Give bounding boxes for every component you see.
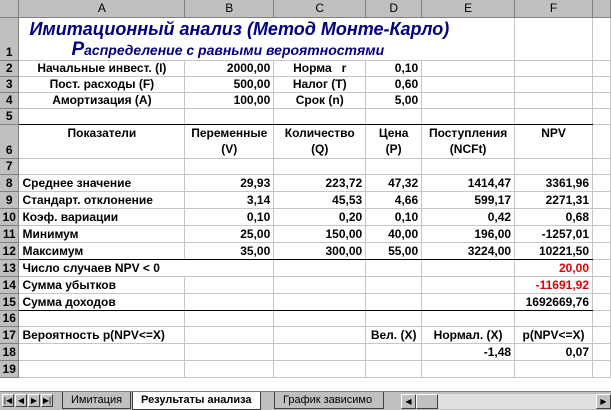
header-indicators-text: Показатели — [67, 126, 137, 140]
table-row — [0, 226, 611, 243]
cell[interactable] — [593, 192, 611, 209]
table-row — [0, 175, 611, 192]
last-sheet-icon[interactable]: ▶| — [42, 396, 52, 405]
cell[interactable] — [274, 344, 366, 361]
cell[interactable] — [19, 344, 185, 361]
cell[interactable] — [274, 109, 366, 125]
subtitle-initial: Р — [71, 39, 85, 60]
prob-label[interactable]: Вероятность p(NPV<=X) — [19, 327, 185, 344]
cell[interactable] — [515, 93, 593, 109]
header-income-line2: (NCFt) — [449, 142, 487, 156]
cell[interactable] — [185, 277, 274, 294]
header-quantity-line1: Количество — [284, 126, 355, 140]
stat-q[interactable]: 0,20 — [274, 209, 366, 226]
cell[interactable] — [593, 18, 611, 61]
prob-norm-value[interactable]: -1,48 — [422, 344, 515, 361]
cell-amort-value[interactable]: 100,00 — [185, 93, 274, 109]
cell[interactable] — [185, 311, 274, 327]
col-header-d[interactable]: D — [366, 0, 422, 18]
prob-p-value[interactable]: 0,07 — [515, 344, 593, 361]
row-header[interactable]: 19 — [0, 361, 19, 378]
stat-label[interactable]: Коэф. вариации — [19, 209, 185, 226]
stat-p[interactable]: 0,10 — [366, 209, 422, 226]
stat-p[interactable]: 55,00 — [366, 243, 422, 260]
stat-v[interactable]: 0,10 — [185, 209, 274, 226]
cell[interactable] — [274, 327, 366, 344]
header-variable-line2: (V) — [221, 142, 238, 156]
cell[interactable] — [19, 159, 185, 175]
row-header[interactable]: 1 — [0, 18, 19, 61]
cell[interactable] — [515, 361, 593, 378]
cell[interactable] — [274, 311, 366, 327]
title-cell[interactable] — [19, 18, 515, 61]
table-row — [0, 243, 611, 260]
cell-rate-label[interactable]: Норма r — [274, 61, 366, 77]
stat-ncf[interactable]: 196,00 — [422, 226, 515, 243]
horizontal-scrollbar[interactable] — [401, 394, 611, 409]
header-npv-text: NPV — [541, 126, 566, 140]
stat-v[interactable]: 25,00 — [185, 226, 274, 243]
row-header[interactable]: 16 — [0, 311, 19, 327]
stat-ncf[interactable]: 1414,47 — [422, 175, 515, 192]
row-header[interactable]: 7 — [0, 159, 19, 175]
cell-rate-value[interactable]: 0,10 — [366, 61, 422, 77]
cell-fixed-value[interactable]: 500,00 — [185, 77, 274, 93]
prob-norm-header[interactable]: Нормал. (X) — [422, 327, 515, 344]
cell[interactable] — [593, 61, 611, 77]
stat-v[interactable]: 3,14 — [185, 192, 274, 209]
col-header-b[interactable]: B — [185, 0, 274, 18]
cell[interactable] — [593, 327, 611, 344]
cell[interactable] — [515, 61, 593, 77]
col-header-g[interactable] — [593, 0, 611, 18]
row-header[interactable]: 4 — [0, 93, 19, 109]
prob-p-header[interactable]: p(NPV<=X) — [515, 327, 593, 344]
cell[interactable] — [593, 277, 611, 294]
stat-npv[interactable]: 0,68 — [515, 209, 593, 226]
stat-ncf[interactable]: 0,42 — [422, 209, 515, 226]
cell[interactable] — [515, 159, 593, 175]
cell[interactable] — [515, 311, 593, 327]
table-row — [0, 209, 611, 226]
cell[interactable] — [274, 159, 366, 175]
row-header[interactable]: 13 — [0, 260, 19, 277]
losses-label[interactable]: Сумма убытков — [19, 277, 185, 294]
subtitle-text: аспределение с равными вероятностями — [84, 42, 385, 58]
cell[interactable] — [185, 109, 274, 125]
cell-fixed-label[interactable]: Пост. расходы (F) — [19, 77, 185, 93]
row-header[interactable]: 6 — [0, 125, 19, 159]
stat-q[interactable]: 45,53 — [274, 192, 366, 209]
first-sheet-icon[interactable]: |◀ — [3, 396, 13, 405]
neg-cases-value[interactable]: 20,00 — [515, 260, 593, 277]
cell[interactable] — [19, 361, 185, 378]
cell[interactable] — [515, 18, 593, 61]
cell-amort-label[interactable]: Амортизация (A) — [19, 93, 185, 109]
stat-label[interactable]: Стандарт. отклонение — [19, 192, 185, 209]
select-all-corner[interactable] — [0, 0, 19, 18]
scroll-track[interactable] — [416, 394, 596, 409]
cell[interactable] — [366, 344, 422, 361]
stat-p[interactable]: 4,66 — [366, 192, 422, 209]
row-header[interactable]: 3 — [0, 77, 19, 93]
stat-p[interactable]: 47,32 — [366, 175, 422, 192]
row-header[interactable]: 12 — [0, 243, 19, 260]
cell[interactable] — [19, 311, 185, 327]
cell[interactable] — [366, 311, 422, 327]
cell[interactable] — [422, 294, 515, 311]
header-indicators[interactable] — [19, 125, 185, 159]
scroll-thumb[interactable] — [416, 394, 438, 409]
cell[interactable] — [593, 344, 611, 361]
stat-v[interactable]: 35,00 — [185, 243, 274, 260]
losses-value[interactable]: -11691,92 — [515, 277, 593, 294]
cell[interactable] — [366, 294, 422, 311]
scroll-left-icon[interactable]: ◀ — [401, 394, 416, 409]
cell[interactable] — [366, 159, 422, 175]
cell-tax-label[interactable]: Налог (T) — [274, 77, 366, 93]
cell[interactable] — [593, 77, 611, 93]
stat-p[interactable]: 40,00 — [366, 226, 422, 243]
row-header[interactable]: 11 — [0, 226, 19, 243]
stat-ncf[interactable]: 599,17 — [422, 192, 515, 209]
row-header[interactable]: 14 — [0, 277, 19, 294]
cell-term-label[interactable]: Срок (n) — [274, 93, 366, 109]
cell[interactable] — [593, 209, 611, 226]
prev-sheet-icon[interactable]: ◀ — [15, 394, 27, 407]
header-price-line2: (P) — [385, 142, 402, 156]
header-price[interactable] — [366, 125, 422, 159]
stat-npv[interactable]: 10221,50 — [515, 243, 593, 260]
stat-npv[interactable]: -1257,01 — [515, 226, 593, 243]
cell[interactable] — [593, 311, 611, 327]
stat-q[interactable]: 150,00 — [274, 226, 366, 243]
table-row — [0, 192, 611, 209]
cell[interactable] — [422, 260, 515, 277]
row-header[interactable]: 18 — [0, 344, 19, 361]
header-npv[interactable] — [515, 125, 593, 159]
col-header-e[interactable]: E — [422, 0, 515, 18]
sheet-title: Имитационный анализ (Метод Монте-Карло) — [29, 19, 450, 39]
cell[interactable] — [422, 311, 515, 327]
stat-ncf[interactable]: 3224,00 — [422, 243, 515, 260]
cell[interactable] — [422, 159, 515, 175]
cell[interactable] — [185, 294, 274, 311]
stat-npv[interactable]: 2271,31 — [515, 192, 593, 209]
neg-cases-label[interactable]: Число случаев NPV < 0 — [19, 260, 274, 277]
prob-val-header[interactable]: Вел. (X) — [366, 327, 422, 344]
sheet-subtitle — [29, 40, 511, 60]
stat-npv[interactable]: 3361,96 — [515, 175, 593, 192]
cell[interactable] — [593, 175, 611, 192]
stat-v[interactable]: 29,93 — [185, 175, 274, 192]
cell[interactable] — [366, 277, 422, 294]
cell[interactable] — [274, 294, 366, 311]
cell[interactable] — [422, 61, 515, 77]
income-label[interactable]: Сумма доходов — [19, 294, 185, 311]
header-price-line1: Цена — [378, 126, 409, 140]
header-variable[interactable] — [185, 125, 274, 159]
cell[interactable] — [274, 260, 366, 277]
stat-label[interactable]: Минимум — [19, 226, 185, 243]
cell[interactable] — [274, 277, 366, 294]
cell[interactable] — [515, 109, 593, 125]
row-header[interactable]: 5 — [0, 109, 19, 125]
row-header[interactable]: 9 — [0, 192, 19, 209]
header-variable-line1: Переменные — [191, 126, 268, 140]
cell[interactable] — [185, 159, 274, 175]
cell[interactable] — [366, 361, 422, 378]
tab-analysis-results[interactable]: Результаты анализа — [132, 392, 261, 410]
cell[interactable] — [593, 109, 611, 125]
cell[interactable] — [593, 159, 611, 175]
cell[interactable] — [366, 109, 422, 125]
cell[interactable] — [515, 77, 593, 93]
header-quantity-line2: (Q) — [311, 142, 329, 156]
sheet-tab-bar — [0, 391, 611, 410]
col-header-c[interactable]: C — [274, 0, 366, 18]
cell-initial-value[interactable]: 2000,00 — [185, 61, 274, 77]
cell[interactable] — [422, 77, 515, 93]
row-header[interactable]: 2 — [0, 61, 19, 77]
scroll-right-icon[interactable]: ▶ — [596, 394, 611, 409]
cell[interactable] — [274, 361, 366, 378]
header-quantity[interactable] — [274, 125, 366, 159]
cell[interactable] — [422, 361, 515, 378]
next-sheet-icon[interactable]: ▶ — [28, 394, 40, 407]
cell[interactable] — [19, 109, 185, 125]
cell-initial-label[interactable]: Начальные инвест. (I) — [19, 61, 185, 77]
cell[interactable] — [185, 361, 274, 378]
cell[interactable] — [593, 93, 611, 109]
income-value[interactable]: 1692669,76 — [515, 294, 593, 311]
cell[interactable] — [422, 277, 515, 294]
cell[interactable] — [593, 243, 611, 260]
header-income-line1: Поступления — [428, 126, 508, 140]
header-income[interactable] — [422, 125, 515, 159]
cell[interactable] — [422, 109, 515, 125]
tab-imitation[interactable]: Имитация — [62, 392, 131, 409]
row-header[interactable]: 8 — [0, 175, 19, 192]
cell[interactable] — [593, 125, 611, 159]
stat-q[interactable]: 300,00 — [274, 243, 366, 260]
col-header-f[interactable]: F — [515, 0, 593, 18]
cell[interactable] — [593, 226, 611, 243]
cell[interactable] — [593, 294, 611, 311]
stat-label[interactable]: Максимум — [19, 243, 185, 260]
tab-dependency-chart[interactable]: График зависимо — [274, 392, 384, 409]
cell[interactable] — [185, 344, 274, 361]
col-header-a[interactable]: A — [19, 0, 185, 18]
cell[interactable] — [366, 260, 422, 277]
stat-q[interactable]: 223,72 — [274, 175, 366, 192]
stat-label[interactable]: Среднее значение — [19, 175, 185, 192]
cell-term-value[interactable]: 5,00 — [366, 93, 422, 109]
row-header[interactable]: 10 — [0, 209, 19, 226]
cell[interactable] — [185, 327, 274, 344]
cell-tax-value[interactable]: 0,60 — [366, 77, 422, 93]
cell[interactable] — [593, 260, 611, 277]
cell[interactable] — [593, 361, 611, 378]
row-header[interactable]: 17 — [0, 327, 19, 344]
cell[interactable] — [422, 93, 515, 109]
row-header[interactable]: 15 — [0, 294, 19, 311]
